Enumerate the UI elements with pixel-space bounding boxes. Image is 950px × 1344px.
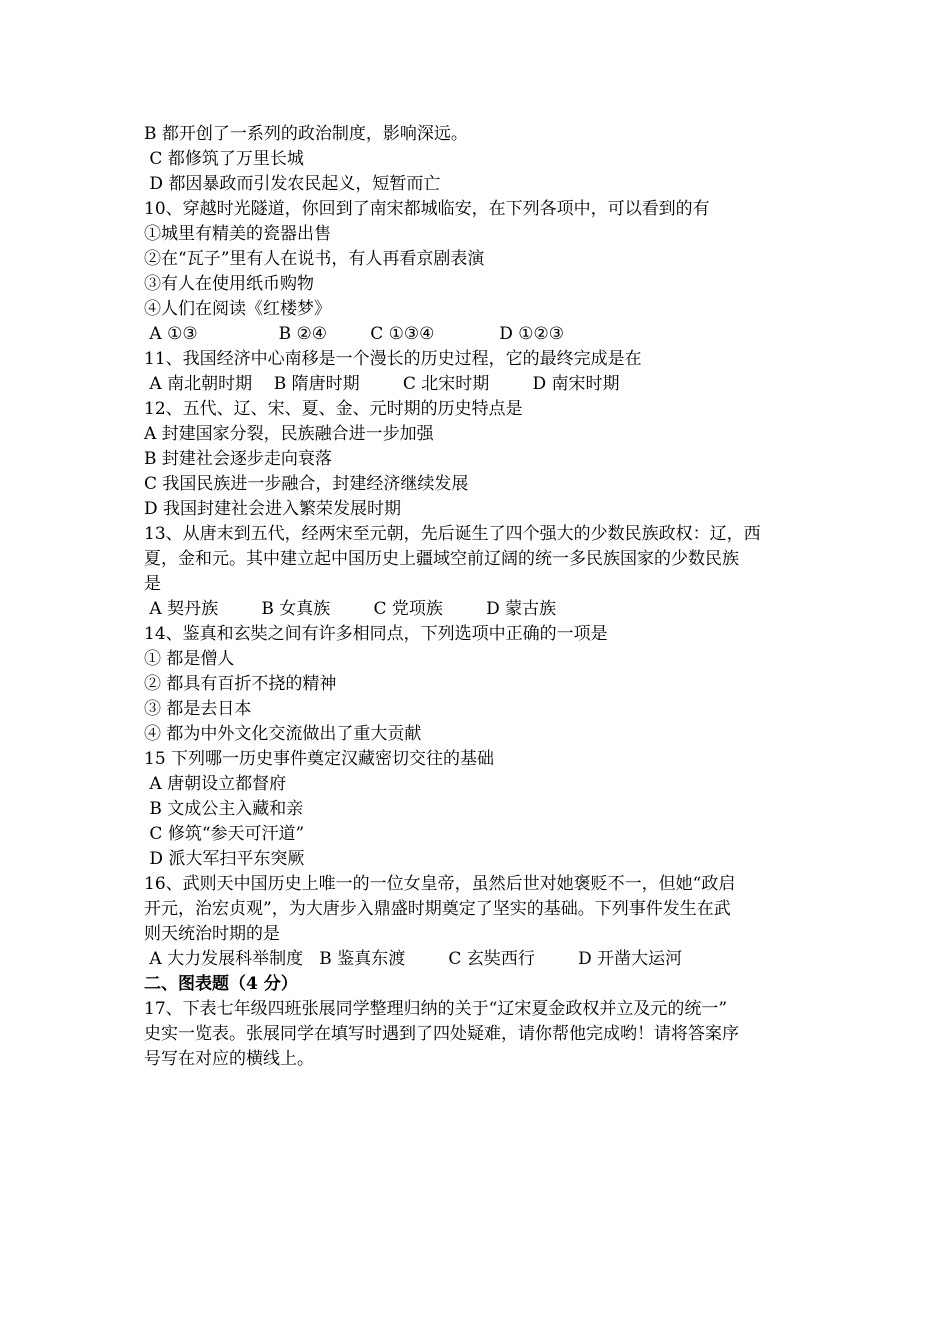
q10-item-1: ①城里有精美的瓷器出售 (144, 224, 331, 244)
q14-item-4: ④ 都为中外文化交流做出了重大贡献 (144, 724, 422, 744)
q12-stem: 12、五代、辽、宋、夏、金、元时期的历史特点是 (144, 399, 523, 419)
section-heading-chart-questions: 二、图表题（4 分） (144, 974, 298, 994)
q17-stem-line-3: 号写在对应的横线上。 (144, 1049, 314, 1069)
q9-option-b: B 都开创了一系列的政治制度，影响深远。 (144, 124, 468, 144)
document-page (144, 122, 824, 1072)
q9-option-d: D 都因暴政而引发农民起义，短暂而亡 (144, 174, 441, 194)
q13-stem-line-2: 夏，金和元。其中建立起中国历史上疆域空前辽阔的统一多民族国家的少数民族 (144, 549, 739, 569)
q16-stem-line-1: 16、武则天中国历史上唯一的一位女皇帝，虽然后世对她褒贬不一，但她“政启 (144, 874, 736, 894)
q15-option-d: D 派大军扫平东突厥 (144, 849, 305, 869)
q15-stem: 15 下列哪一历史事件奠定汉藏密切交往的基础 (144, 749, 495, 769)
q11-stem: 11、我国经济中心南移是一个漫长的历史过程，它的最终完成是在 (144, 349, 642, 369)
q15-option-c: C 修筑“参天可汗道” (144, 824, 305, 844)
q14-stem: 14、鉴真和玄奘之间有许多相同点，下列选项中正确的一项是 (144, 624, 608, 644)
q13-stem-line-1: 13、从唐末到五代，经两宋至元朝，先后诞生了四个强大的少数民族政权：辽，西 (144, 524, 761, 544)
q16-stem-line-3: 则天统治时期的是 (144, 924, 280, 944)
q10-item-3: ③有人在使用纸币购物 (144, 274, 314, 294)
q10-options: A ①③ B ②④ C ①③④ D ①②③ (144, 324, 564, 344)
q11-options: A 南北朝时期 B 隋唐时期 C 北宋时期 D 南宋时期 (144, 374, 620, 394)
q14-item-1: ① 都是僧人 (144, 649, 235, 669)
q14-item-3: ③ 都是去日本 (144, 699, 252, 719)
q16-options: A 大力发展科举制度 B 鉴真东渡 C 玄奘西行 D 开凿大运河 (144, 949, 683, 969)
q15-option-b: B 文成公主入藏和亲 (144, 799, 304, 819)
q10-item-4: ④人们在阅读《红楼梦》 (144, 299, 331, 319)
q13-options: A 契丹族 B 女真族 C 党项族 D 蒙古族 (144, 599, 557, 619)
q14-item-2: ② 都具有百折不挠的精神 (144, 674, 337, 694)
q12-option-b: B 封建社会逐步走向衰落 (144, 449, 332, 469)
q15-option-a: A 唐朝设立都督府 (144, 774, 287, 794)
q12-option-d: D 我国封建社会进入繁荣发展时期 (144, 499, 402, 519)
q9-option-c: C 都修筑了万里长城 (144, 149, 304, 169)
q10-stem: 10、穿越时光隧道，你回到了南宋都城临安，在下列各项中，可以看到的有 (144, 199, 710, 219)
q17-stem-line-1: 17、下表七年级四班张展同学整理归纳的关于“辽宋夏金政权并立及元的统一” (144, 999, 728, 1019)
q10-item-2: ②在“瓦子”里有人在说书，有人再看京剧表演 (144, 249, 485, 269)
q16-stem-line-2: 开元，治宏贞观”，为大唐步入鼎盛时期奠定了坚实的基础。下列事件发生在武 (144, 899, 731, 919)
q12-option-c: C 我国民族进一步融合，封建经济继续发展 (144, 474, 469, 494)
q17-stem-line-2: 史实一览表。张展同学在填写时遇到了四处疑难，请你帮他完成哟！请将答案序 (144, 1024, 739, 1044)
q12-option-a: A 封建国家分裂，民族融合进一步加强 (144, 424, 434, 444)
q13-stem-line-3: 是 (144, 574, 161, 594)
